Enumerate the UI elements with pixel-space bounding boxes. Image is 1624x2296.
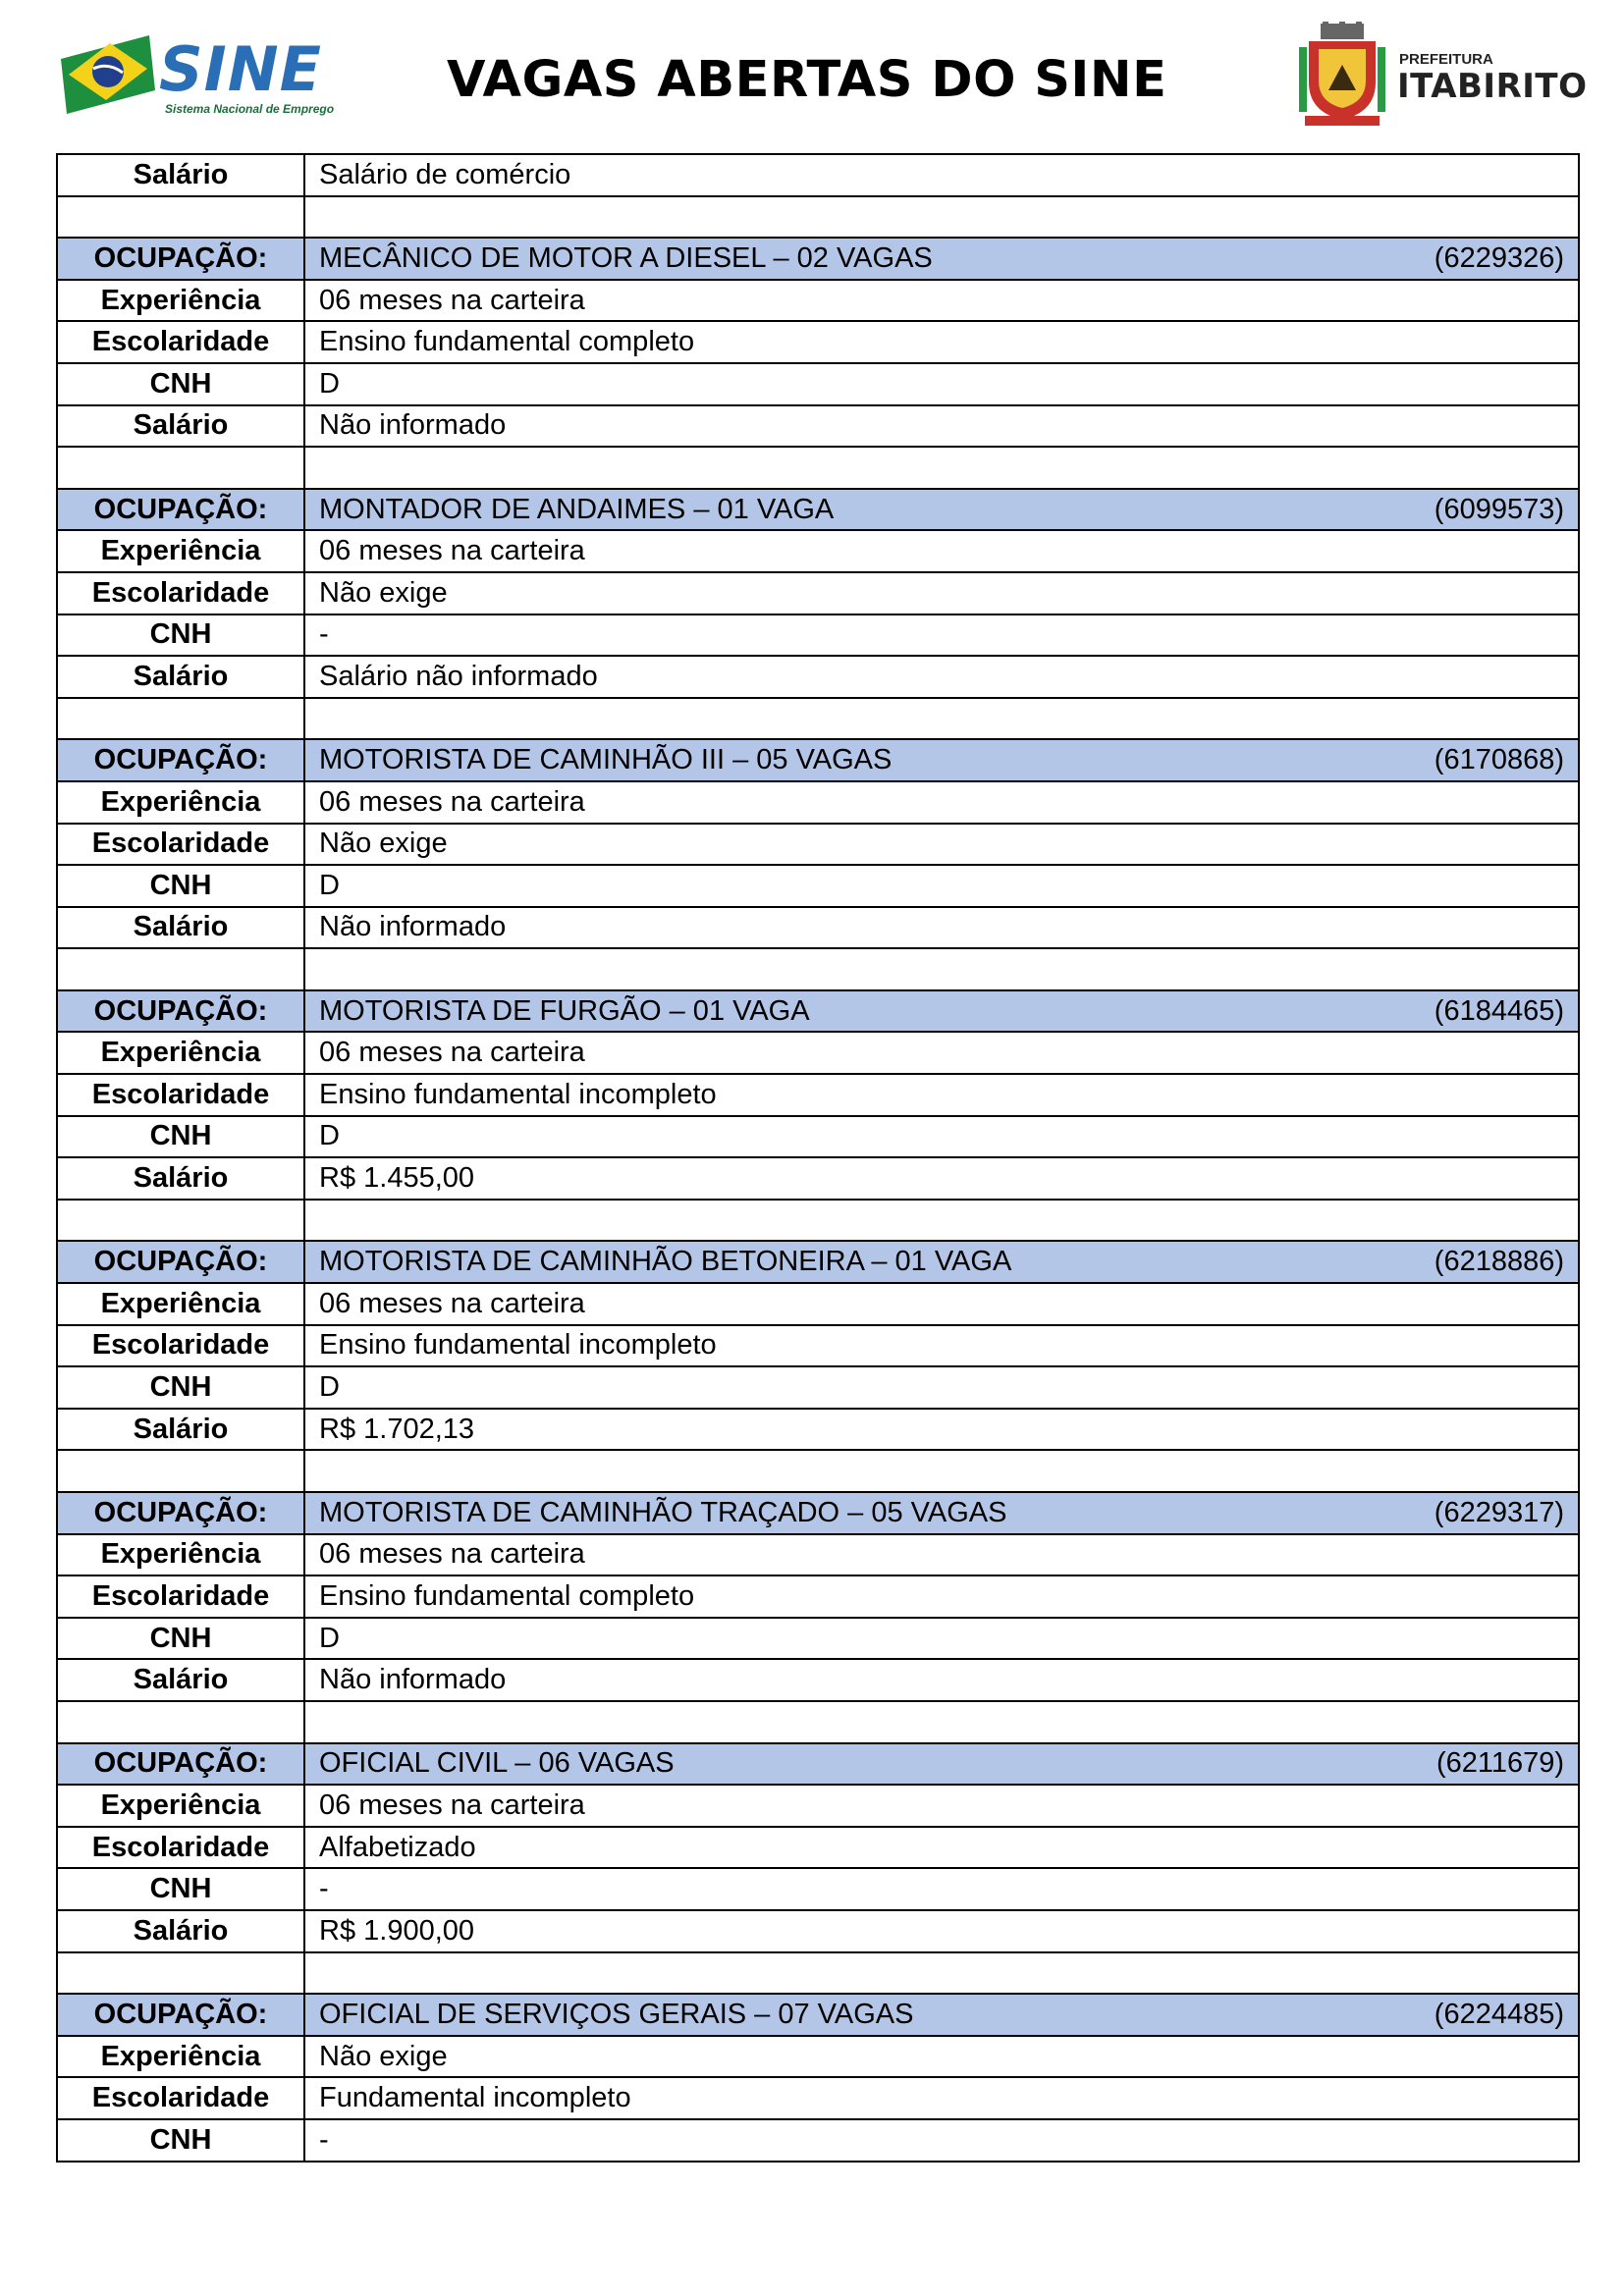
row-value xyxy=(304,1492,1579,1534)
occupation-row xyxy=(57,1241,1579,1283)
row-label: Experiência xyxy=(57,530,304,572)
job-code: (6170868) xyxy=(1434,744,1564,776)
page-title: VAGAS ABERTAS DO SINE xyxy=(447,51,1167,109)
row-value: Ensino fundamental completo xyxy=(304,321,1579,363)
row-value: Ensino fundamental incompleto xyxy=(304,1074,1579,1116)
experience-row xyxy=(57,2036,1579,2078)
row-label: OCUPAÇÃO: xyxy=(57,990,304,1033)
row-value xyxy=(304,238,1579,280)
sine-logo xyxy=(59,29,344,123)
job-title: MOTORISTA DE FURGÃO – 01 VAGA xyxy=(319,994,810,1027)
sine-logo-text: SINE xyxy=(159,33,322,105)
row-label: Escolaridade xyxy=(57,1827,304,1869)
row-label: Salário xyxy=(57,1409,304,1451)
row-value: Ensino fundamental incompleto xyxy=(304,1325,1579,1367)
row-value: D xyxy=(304,363,1579,405)
row-label: CNH xyxy=(57,1618,304,1660)
row-label: Experiência xyxy=(57,781,304,824)
education-row xyxy=(57,572,1579,614)
row-label xyxy=(57,948,304,990)
occupation-row xyxy=(57,1492,1579,1534)
row-value: - xyxy=(304,2119,1579,2162)
salary-row xyxy=(57,1409,1579,1451)
row-value: 06 meses na carteira xyxy=(304,1534,1579,1576)
occupation-content xyxy=(319,241,1564,274)
occupation-content xyxy=(319,1998,1564,2030)
row-value: 06 meses na carteira xyxy=(304,530,1579,572)
row-value: Salário não informado xyxy=(304,656,1579,698)
row-label: CNH xyxy=(57,1868,304,1910)
education-row xyxy=(57,1575,1579,1618)
row-label: Escolaridade xyxy=(57,572,304,614)
row-value xyxy=(304,1450,1579,1492)
occupation-row xyxy=(57,1743,1579,1786)
job-title: MOTORISTA DE CAMINHÃO III – 05 VAGAS xyxy=(319,744,893,776)
experience-row xyxy=(57,1785,1579,1827)
row-value: Não exige xyxy=(304,824,1579,866)
row-label: Salário xyxy=(57,656,304,698)
salary-row xyxy=(57,405,1579,448)
row-value xyxy=(304,1701,1579,1743)
row-value xyxy=(304,1743,1579,1786)
row-label xyxy=(57,447,304,489)
cnh-row xyxy=(57,1868,1579,1910)
row-label: OCUPAÇÃO: xyxy=(57,1743,304,1786)
job-code: (6184465) xyxy=(1434,994,1564,1027)
job-listings-table xyxy=(56,153,1580,2163)
row-value: R$ 1.455,00 xyxy=(304,1157,1579,1200)
salary-row xyxy=(57,1910,1579,1952)
cnh-row xyxy=(57,1366,1579,1409)
row-value xyxy=(304,447,1579,489)
education-row xyxy=(57,1325,1579,1367)
experience-row xyxy=(57,1534,1579,1576)
row-value: Fundamental incompleto xyxy=(304,2077,1579,2119)
job-code: (6099573) xyxy=(1434,493,1564,525)
education-row xyxy=(57,1827,1579,1869)
row-label: OCUPAÇÃO: xyxy=(57,238,304,280)
cnh-row xyxy=(57,865,1579,907)
row-value: D xyxy=(304,1116,1579,1158)
salary-row xyxy=(57,907,1579,949)
job-code: (6211679) xyxy=(1435,1747,1564,1780)
education-row xyxy=(57,824,1579,866)
row-label: OCUPAÇÃO: xyxy=(57,1492,304,1534)
row-label: CNH xyxy=(57,614,304,657)
row-value: 06 meses na carteira xyxy=(304,1032,1579,1074)
table-row xyxy=(57,154,1579,196)
row-value xyxy=(304,1241,1579,1283)
occupation-row xyxy=(57,1994,1579,2036)
row-label xyxy=(57,1952,304,1995)
experience-row xyxy=(57,280,1579,322)
salary-row xyxy=(57,1659,1579,1701)
row-label: Experiência xyxy=(57,1283,304,1325)
row-label: Experiência xyxy=(57,2036,304,2078)
row-value: Alfabetizado xyxy=(304,1827,1579,1869)
row-label: Experiência xyxy=(57,280,304,322)
education-row xyxy=(57,2077,1579,2119)
row-value xyxy=(304,489,1579,531)
cnh-row xyxy=(57,1116,1579,1158)
row-label xyxy=(57,698,304,740)
row-label: Escolaridade xyxy=(57,2077,304,2119)
cnh-row xyxy=(57,2119,1579,2162)
spacer-row xyxy=(57,1701,1579,1743)
row-label: CNH xyxy=(57,865,304,907)
row-label: Salário xyxy=(57,1157,304,1200)
row-value: 06 meses na carteira xyxy=(304,1785,1579,1827)
row-label: OCUPAÇÃO: xyxy=(57,739,304,781)
itabirito-logo xyxy=(1291,22,1588,130)
row-label: Escolaridade xyxy=(57,1325,304,1367)
row-label: Escolaridade xyxy=(57,321,304,363)
spacer-row xyxy=(57,948,1579,990)
row-label: Salário xyxy=(57,405,304,448)
row-value: D xyxy=(304,1618,1579,1660)
row-label: Experiência xyxy=(57,1785,304,1827)
row-label: Salário xyxy=(57,1659,304,1701)
job-code: (6224485) xyxy=(1434,1998,1564,2030)
row-label: Salário xyxy=(57,907,304,949)
job-title: OFICIAL CIVIL – 06 VAGAS xyxy=(319,1747,675,1780)
row-label: OCUPAÇÃO: xyxy=(57,489,304,531)
row-value xyxy=(304,990,1579,1033)
spacer-row xyxy=(57,1200,1579,1242)
row-label: CNH xyxy=(57,1366,304,1409)
row-label: Experiência xyxy=(57,1032,304,1074)
row-value: D xyxy=(304,1366,1579,1409)
occupation-content xyxy=(319,1248,1564,1276)
occupation-row xyxy=(57,489,1579,531)
row-value xyxy=(304,739,1579,781)
row-label: OCUPAÇÃO: xyxy=(57,1994,304,2036)
job-listings-body xyxy=(57,154,1579,2162)
row-value: Salário de comércio xyxy=(304,154,1579,196)
experience-row xyxy=(57,781,1579,824)
job-title: MOTORISTA DE CAMINHÃO TRAÇADO – 05 VAGAS xyxy=(319,1496,1007,1528)
occupation-content xyxy=(319,746,1564,774)
spacer-row xyxy=(57,1450,1579,1492)
row-label: Salário xyxy=(57,154,304,196)
row-label: CNH xyxy=(57,2119,304,2162)
brazil-flag-icon xyxy=(59,29,157,123)
city-name-label: ITABIRITO xyxy=(1397,67,1588,106)
city-coat-of-arms-icon xyxy=(1291,22,1393,128)
row-label xyxy=(57,1701,304,1743)
experience-row xyxy=(57,1283,1579,1325)
job-code: (6218886) xyxy=(1434,1246,1564,1278)
prefeitura-label: PREFEITURA xyxy=(1399,51,1493,68)
row-value: - xyxy=(304,614,1579,657)
cnh-row xyxy=(57,363,1579,405)
salary-row xyxy=(57,1157,1579,1200)
row-value xyxy=(304,698,1579,740)
spacer-row xyxy=(57,698,1579,740)
row-value xyxy=(304,948,1579,990)
cnh-row xyxy=(57,614,1579,657)
row-label: CNH xyxy=(57,363,304,405)
job-title: MONTADOR DE ANDAIMES – 01 VAGA xyxy=(319,493,835,525)
row-value: Não informado xyxy=(304,1659,1579,1701)
row-value xyxy=(304,196,1579,239)
row-value xyxy=(304,1994,1579,2036)
experience-row xyxy=(57,1032,1579,1074)
row-label: OCUPAÇÃO: xyxy=(57,1241,304,1283)
cnh-row xyxy=(57,1618,1579,1660)
sine-logo-subtitle: Sistema Nacional de Emprego xyxy=(165,102,335,116)
row-label: Escolaridade xyxy=(57,824,304,866)
page-header xyxy=(0,0,1624,147)
occupation-content xyxy=(319,1496,1564,1528)
row-value: D xyxy=(304,865,1579,907)
row-label: CNH xyxy=(57,1116,304,1158)
row-value: Não exige xyxy=(304,2036,1579,2078)
row-value: R$ 1.702,13 xyxy=(304,1409,1579,1451)
spacer-row xyxy=(57,196,1579,239)
spacer-row xyxy=(57,1952,1579,1995)
row-label xyxy=(57,1200,304,1242)
row-label: Salário xyxy=(57,1910,304,1952)
row-label: Escolaridade xyxy=(57,1074,304,1116)
occupation-row xyxy=(57,238,1579,280)
job-code: (6229326) xyxy=(1434,241,1564,274)
occupation-content xyxy=(319,493,1564,525)
job-title: OFICIAL DE SERVIÇOS GERAIS – 07 VAGAS xyxy=(319,1998,914,2030)
job-title: MECÂNICO DE MOTOR A DIESEL – 02 VAGAS xyxy=(319,241,933,274)
row-value: Ensino fundamental completo xyxy=(304,1575,1579,1618)
row-value: 06 meses na carteira xyxy=(304,280,1579,322)
occupation-row xyxy=(57,739,1579,781)
row-value: Não exige xyxy=(304,572,1579,614)
row-label: Escolaridade xyxy=(57,1575,304,1618)
row-label xyxy=(57,196,304,239)
row-value: 06 meses na carteira xyxy=(304,1283,1579,1325)
experience-row xyxy=(57,530,1579,572)
row-label: Experiência xyxy=(57,1534,304,1576)
occupation-content xyxy=(319,1749,1564,1778)
spacer-row xyxy=(57,447,1579,489)
job-code: (6229317) xyxy=(1434,1496,1564,1528)
row-value: Não informado xyxy=(304,405,1579,448)
row-value: 06 meses na carteira xyxy=(304,781,1579,824)
row-label xyxy=(57,1450,304,1492)
education-row xyxy=(57,321,1579,363)
occupation-row xyxy=(57,990,1579,1033)
education-row xyxy=(57,1074,1579,1116)
row-value xyxy=(304,1200,1579,1242)
occupation-content xyxy=(319,994,1564,1027)
row-value: Não informado xyxy=(304,907,1579,949)
row-value: R$ 1.900,00 xyxy=(304,1910,1579,1952)
row-value: - xyxy=(304,1868,1579,1910)
row-value xyxy=(304,1952,1579,1995)
salary-row xyxy=(57,656,1579,698)
job-title: MOTORISTA DE CAMINHÃO BETONEIRA – 01 VAGA xyxy=(319,1246,1012,1278)
